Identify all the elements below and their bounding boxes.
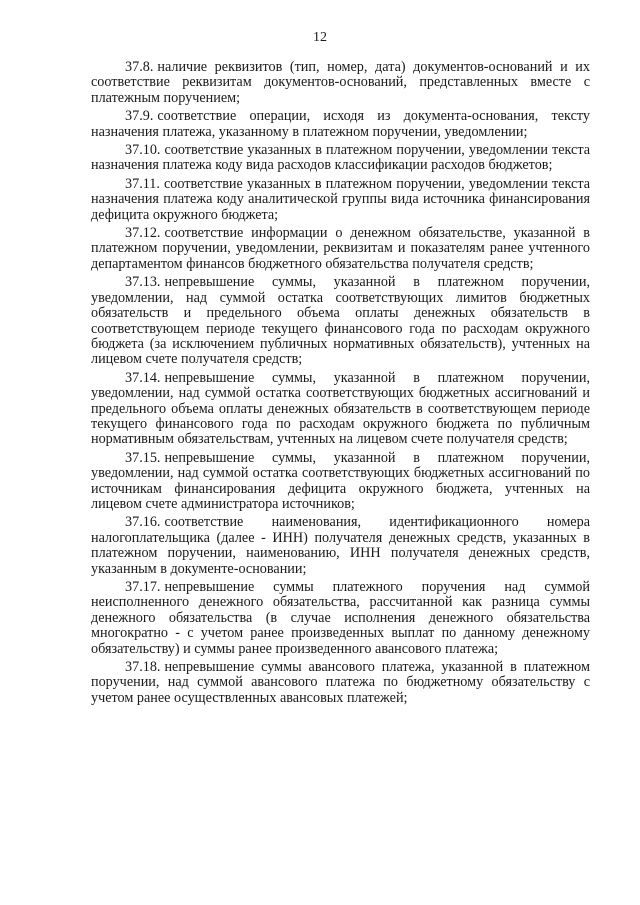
clause-paragraph xyxy=(91,177,590,223)
clause-number: 37.17. xyxy=(125,579,161,595)
clause-paragraph xyxy=(91,60,590,106)
clause-paragraph xyxy=(91,275,590,367)
clause-number: 37.16. xyxy=(125,514,161,531)
clause-paragraph xyxy=(91,660,590,706)
clause-text: соответствие информации о денежном обязательстве, указанной в платежном поручении, уведомлении, реквизитам и показателям ранее учтенного департаментом финансов бюджетного обязательства получателя средств; xyxy=(91,225,590,272)
clause-text: соответствие операции, исходя из документа-основания, тексту назначения платежа, указанному в платежном поручении, уведомлении; xyxy=(91,108,590,140)
clause-number: 37.10. xyxy=(125,142,161,159)
clause-text: соответствие указанных в платежном поручении, уведомлении текста назначения платежа коду аналитической группы вида источника финансирования дефицита окружного бюджета; xyxy=(91,175,590,223)
clause-paragraph xyxy=(91,226,590,272)
clause-number: 37.15. xyxy=(125,449,161,466)
page-number: 12 xyxy=(313,30,327,45)
clause-text: непревышение суммы, указанной в платежном поручении, уведомлении, над суммой остатка соответствующих бюджетных ассигнований и предельного объема оплаты денежных обязательств в соответствующем периоде текущего финансового года по расходам окружного бюджета по публичным нормативным обязательствам, учтенных на лицевом счете получателя средств; xyxy=(91,369,590,448)
clause-number: 37.18. xyxy=(125,659,161,676)
clause-paragraph xyxy=(91,515,590,577)
clause-paragraph xyxy=(91,109,590,140)
clause-text: непревышение суммы, указанной в платежном поручении, уведомлении, над суммой остатка соответствующих лимитов бюджетных обязательств и предельного объема оплаты денежных обязательств в соответствующем периоде текущего финансового года по расходам окружного бюджета (за исключением публичных нормативных обязательств), учтенных на лицевом счете получателя средств; xyxy=(91,274,590,368)
document-body xyxy=(91,60,590,709)
clause-text: соответствие наименования, идентификационного номера налогоплательщика (далее - ИНН) получателя денежных средств, указанных в платежном поручении, наименованию, ИНН получателя денежных средств, указанным в документе-основании; xyxy=(91,514,590,577)
clause-number: 37.13. xyxy=(125,274,161,291)
clause-text: непревышение суммы платежного поручения над суммой неисполненного денежного обязательства, рассчитанной как разница суммы денежного обязательства (в случае исполнения денежного обязательства многократно - с учетом ранее произведенных выплат по данному денежному обязательству) и суммы ранее произведенного авансового платежа; xyxy=(91,579,590,657)
clause-number: 37.12. xyxy=(125,225,161,242)
clause-number: 37.9. xyxy=(125,108,154,125)
clause-number: 37.11. xyxy=(125,175,160,192)
clause-number: 37.14. xyxy=(125,369,161,386)
clause-text: соответствие указанных в платежном поручении, уведомлении текста назначения платежа коду вида расходов классификации расходов бюджетов; xyxy=(91,142,590,174)
clause-paragraph xyxy=(91,371,590,448)
clause-paragraph xyxy=(91,580,590,657)
clause-paragraph xyxy=(91,451,590,513)
clause-text: непревышение суммы авансового платежа, указанной в платежном поручении, над суммой авансового платежа по бюджетному обязательству с учетом ранее осуществленных авансовых платежей; xyxy=(91,659,590,706)
clause-text: непревышение суммы, указанной в платежном поручении, уведомлении, над суммой остатка соответствующих бюджетных ассигнований по источникам финансирования дефицита окружного бюджета, учтенных на лицевом счете администратора источников; xyxy=(91,449,590,512)
clause-number: 37.8. xyxy=(125,59,154,75)
clause-paragraph xyxy=(91,143,590,174)
clause-text: наличие реквизитов (тип, номер, дата) документов-оснований и их соответствие реквизитам документов-оснований, представленных вместе с платежным поручением; xyxy=(91,59,590,106)
